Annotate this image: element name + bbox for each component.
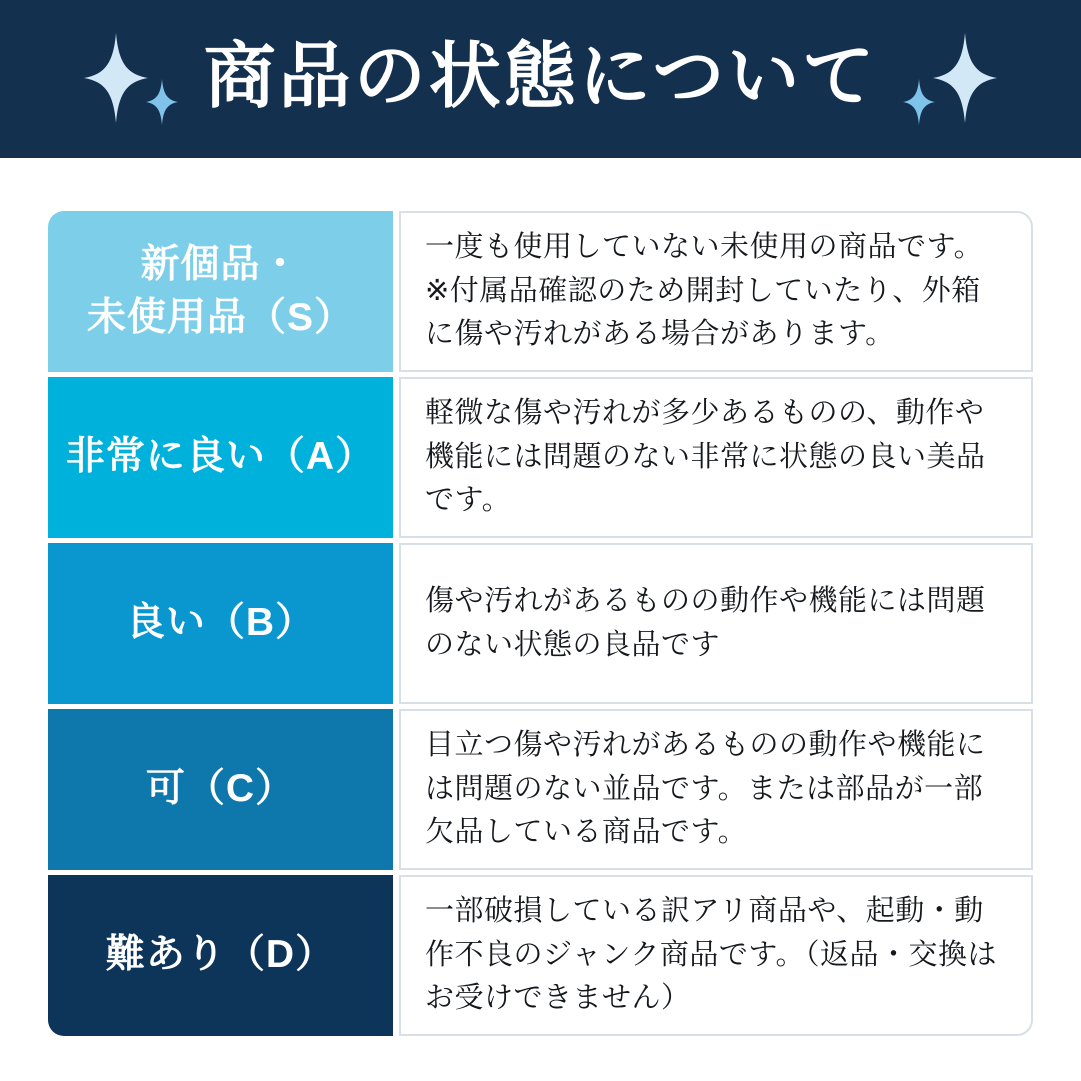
grade-label-line: 新個品・ <box>140 242 301 286</box>
grade-description-d <box>399 875 1033 1036</box>
grade-description-c <box>399 709 1033 870</box>
header-sparkles-right <box>903 33 997 125</box>
description-text: 目立つ傷や汚れがあるものの動作や機能には問題のない並品です。または部品が一部欠品している商品です。 <box>425 729 986 849</box>
sparkle-large-icon <box>84 33 148 123</box>
condition-table <box>48 211 1033 1036</box>
grade-label-line: 非常に良い（A） <box>65 435 376 479</box>
description-text: 一部破損している訳アリ商品や、起動・動作不良のジャンク商品です。（返品・交換はお受けできません） <box>425 895 998 1015</box>
sparkle-small-icon <box>146 79 178 125</box>
description-text: 軽微な傷や汚れが多少あるものの、動作や機能には問題のない非常に状態の良い美品です。 <box>425 397 986 517</box>
grade-description-b <box>399 543 1033 704</box>
grade-label-c <box>48 709 393 870</box>
table-row-grade-b <box>48 543 1033 704</box>
header-sparkles-left <box>84 33 178 125</box>
table-row-grade-s <box>48 211 1033 372</box>
grade-description-s <box>399 211 1033 372</box>
table-row-grade-a <box>48 377 1033 538</box>
sparkle-small-icon <box>903 79 935 125</box>
header-banner <box>0 0 1081 158</box>
grade-label-b <box>48 543 393 704</box>
grade-label-line: 未使用品（S） <box>86 295 354 339</box>
grade-label-d <box>48 875 393 1036</box>
description-text: 一度も使用していない未使用の商品です。※付属品確認のため開封していたり、外箱に傷や汚れがある場合があります。 <box>425 231 984 351</box>
grade-label-line: 良い（B） <box>125 601 316 645</box>
grade-label-line: 難あり（D） <box>105 933 336 977</box>
grade-label-line: 可（C） <box>145 767 296 811</box>
sparkle-large-icon <box>933 33 997 123</box>
page-title: 商品の状態について <box>203 37 878 117</box>
table-row-grade-d <box>48 875 1033 1036</box>
grade-label-s <box>48 211 393 372</box>
grade-label-a <box>48 377 393 538</box>
table-row-grade-c <box>48 709 1033 870</box>
grade-description-a <box>399 377 1033 538</box>
description-text: 傷や汚れがあるものの動作や機能には問題のない状態の良品です <box>425 585 986 661</box>
